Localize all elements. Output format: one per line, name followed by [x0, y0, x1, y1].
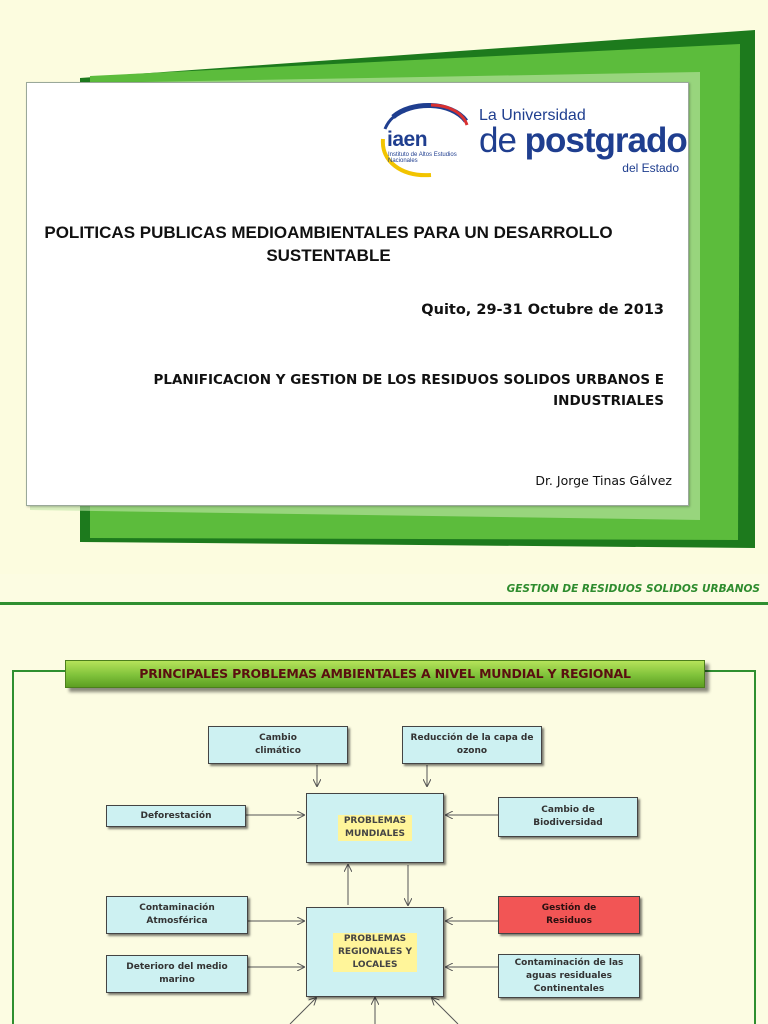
- box-cambio-biodiversidad: [498, 797, 638, 837]
- box-cambio-biodiversidad-label: Cambio de Biodiversidad: [533, 805, 603, 828]
- logo-line-3: del Estado: [622, 161, 679, 175]
- arrow-bottom-right: [432, 998, 458, 1024]
- box-contaminacion-atmosferica-label: Contaminación Atmosférica: [139, 903, 215, 926]
- arrow-bottom-left: [290, 998, 316, 1024]
- logo-line-1: La Universidad: [479, 107, 586, 124]
- presentation-subject: PLANIFICACION Y GESTION DE LOS RESIDUOS SOLIDOS URBANOS E INDUSTRIALES: [153, 372, 664, 409]
- university-logo: [371, 99, 687, 179]
- box-problemas-regionales: [306, 907, 444, 997]
- box-contaminacion-aguas-label: Contaminación de las aguas residuales Continentales: [514, 957, 624, 994]
- box-problemas-mundiales: [306, 793, 444, 863]
- box-deforestacion-label: Deforestación: [140, 810, 212, 821]
- presentation-title: POLITICAS PUBLICAS MEDIOAMBIENTALES PARA UN DESARROLLO SUSTENTABLE: [44, 223, 613, 265]
- box-deforestacion: [106, 805, 246, 827]
- presentation-date: Quito, 29-31 Octubre de 2013: [421, 302, 664, 318]
- logo-institute: Instituto de Altos Estudios Nacionales: [388, 152, 457, 164]
- box-contaminacion-aguas: [498, 954, 640, 998]
- problems-slide: [0, 574, 768, 1024]
- box-cambio-climatico-label: Cambio climático: [255, 733, 301, 756]
- slide-header: GESTION DE RESIDUOS SOLIDOS URBANOS: [506, 583, 760, 595]
- box-gestion-residuos: [498, 896, 640, 934]
- box-problemas-regionales-label: PROBLEMAS REGIONALES Y LOCALES: [333, 933, 417, 972]
- box-contaminacion-atmosferica: [106, 896, 248, 934]
- box-gestion-residuos-label: Gestión de Residuos: [541, 903, 597, 926]
- title-card: [26, 82, 689, 506]
- logo-acronym: iaen: [387, 128, 428, 151]
- box-reduccion-ozono: [402, 726, 542, 764]
- slide-banner-title: PRINCIPALES PROBLEMAS AMBIENTALES A NIVEL MUNDIAL Y REGIONAL: [65, 660, 705, 688]
- box-cambio-climatico: [208, 726, 348, 764]
- logo-line-2: [479, 121, 687, 161]
- box-deterioro-marino: [106, 955, 248, 993]
- logo-line-2-light: de: [479, 121, 525, 160]
- box-reduccion-ozono-label: Reducción de la capa de ozono: [410, 733, 534, 756]
- logo-line-2-bold: postgrado: [524, 121, 687, 160]
- box-problemas-mundiales-label: PROBLEMAS MUNDIALES: [338, 815, 412, 841]
- box-deterioro-marino-label: Deterioro del medio marino: [126, 962, 228, 985]
- presentation-author: Dr. Jorge Tinas Gálvez: [535, 473, 672, 488]
